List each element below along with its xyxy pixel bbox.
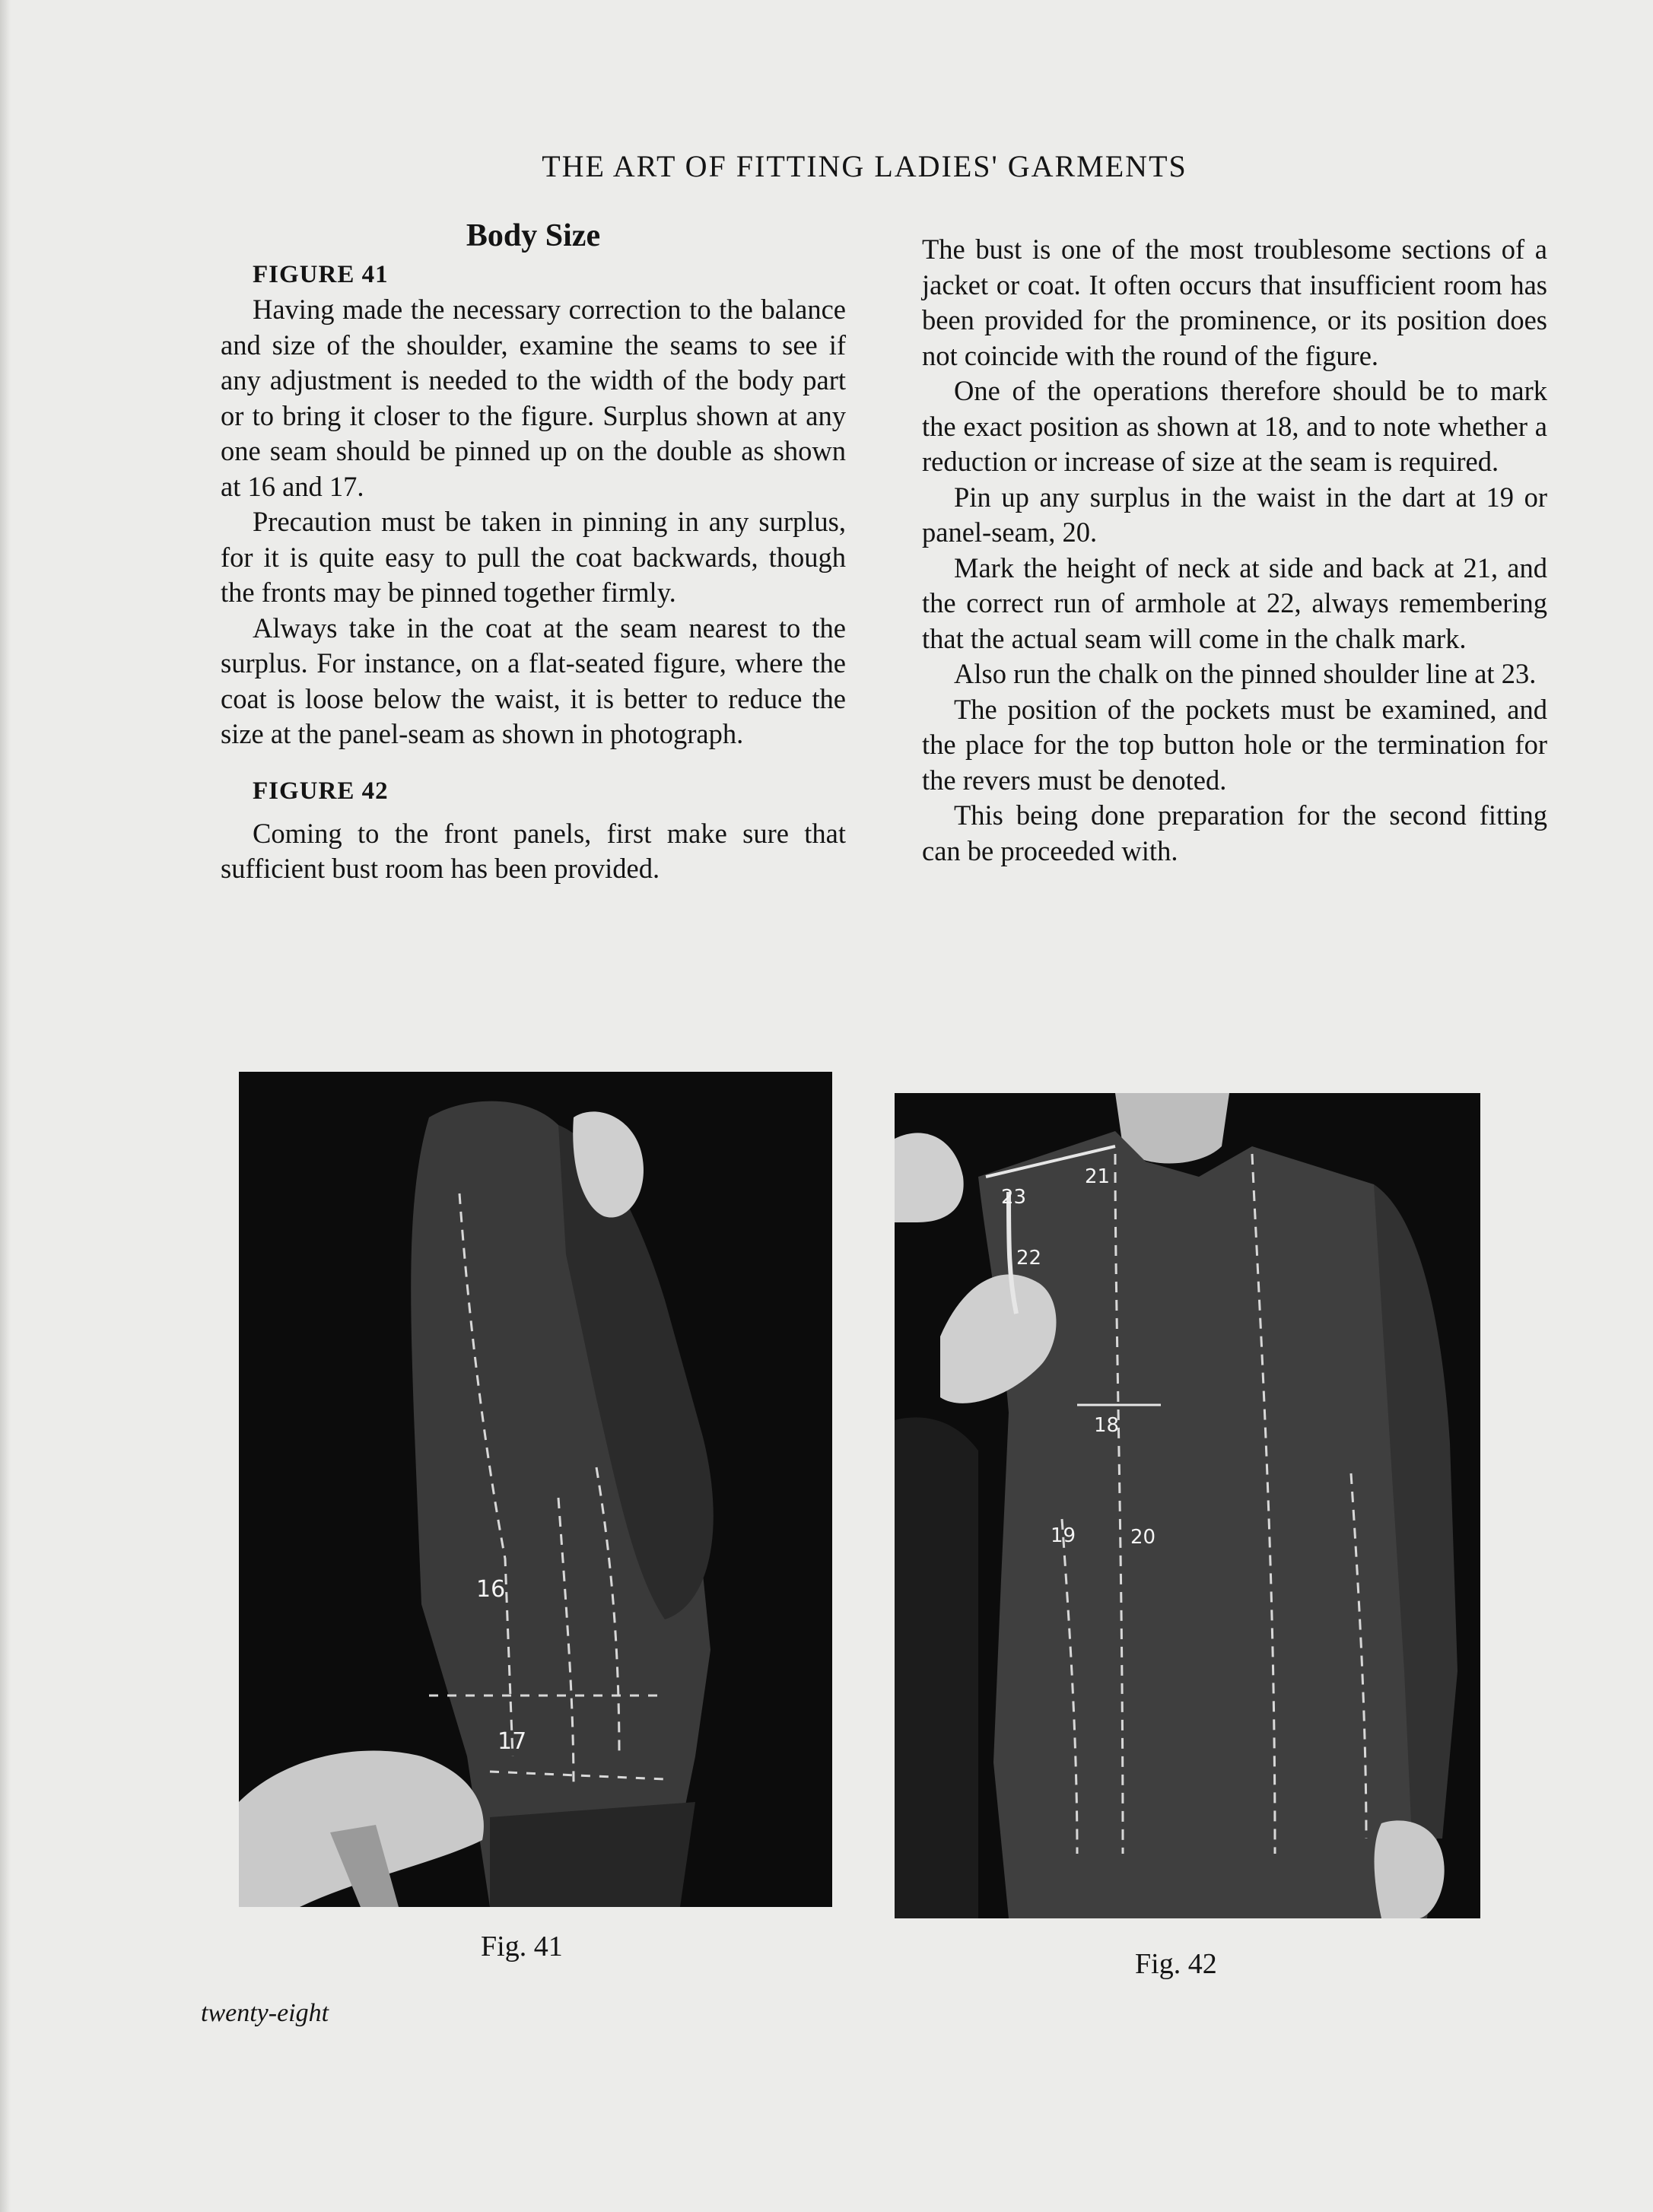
paragraph: Always take in the coat at the seam nearest to the surplus. For instance, on a flat-seated figure, where the coat is loose below the waist, it is better to reduce the size at the panel-seam as shown in photograph. — [221, 612, 846, 749]
paragraph: Mark the height of neck at side and back at 21, and the correct run of armhole at 22, always remembering that the actual seam will come in the chalk mark. — [922, 551, 1547, 654]
figure-41-caption: Fig. 41 — [481, 1931, 563, 1963]
figure-42-caption: Fig. 42 — [1135, 1948, 1217, 1980]
mark-18: 18 — [1094, 1414, 1120, 1437]
page-edge — [0, 0, 11, 2212]
mark-20: 20 — [1130, 1526, 1156, 1549]
mark-21: 21 — [1085, 1165, 1111, 1188]
section-title: Body Size — [466, 218, 601, 253]
paragraph: This being done preparation for the second fitting can be proceeded with. — [922, 799, 1547, 866]
mark-19: 19 — [1051, 1524, 1076, 1547]
right-column — [922, 232, 1547, 869]
paragraph: One of the operations therefore should be to mark the exact position as shown at 18, and to note whether a reduction or increase of size at the seam is required. — [922, 375, 1547, 477]
paragraph: Precaution must be taken in pinning in any surplus, for it is quite easy to pull the coat backwards, though the fronts may be pinned together firmly. — [221, 506, 846, 608]
mark-17: 17 — [497, 1728, 527, 1755]
mark-16: 16 — [476, 1576, 506, 1603]
figure-41-photo — [239, 1072, 832, 1907]
figure-41-label: FIGURE 41 — [253, 261, 389, 288]
figure-42-label: FIGURE 42 — [253, 777, 389, 805]
paragraph: Also run the chalk on the pinned shoulder line at 23. — [954, 658, 1537, 689]
running-head: THE ART OF FITTING LADIES' GARMENTS — [542, 149, 1187, 183]
mark-22: 22 — [1016, 1247, 1042, 1270]
mark-23: 23 — [1001, 1186, 1027, 1209]
left-column — [221, 215, 846, 887]
paragraph: Having made the necessary correction to the balance and size of the shoulder, examine the seams to see if any adjustment is needed to the width of the body part or to bring it closer to the figure. Surplus shown at any one seam should be pinned up on the double as shown at 16 and 17. — [221, 294, 846, 502]
page-number: twenty-eight — [201, 1999, 329, 2027]
paragraph: Coming to the front panels, first make sure that sufficient bust room has been provided. — [221, 817, 846, 884]
paragraph: Pin up any surplus in the waist in the dart at 19 or panel-seam, 20. — [922, 481, 1547, 548]
paragraph: The position of the pockets must be examined, and the place for the top button hole or the termination for the revers must be denoted. — [922, 693, 1547, 796]
figure-42-photo — [895, 1093, 1480, 1918]
paragraph: The bust is one of the most troublesome sections of a jacket or coat. It often occurs that insufficient room has been provided for the prominence, or its position does not coincide with the round of the figure. — [922, 234, 1547, 371]
